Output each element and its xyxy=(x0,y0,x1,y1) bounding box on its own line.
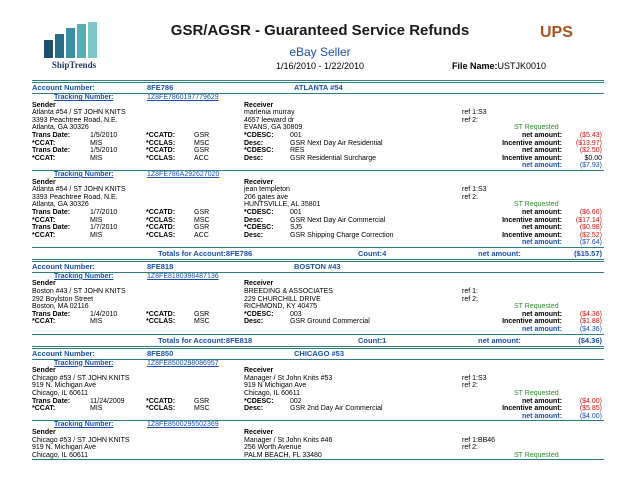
trans-date: 1/5/2010 xyxy=(90,147,118,155)
total-net-value: ($4.36) xyxy=(578,335,602,345)
sender-line: 292 Boylston Street xyxy=(32,295,94,303)
cclas-value: MSC xyxy=(194,216,210,224)
ccat-label: *CCAT: xyxy=(32,318,56,326)
sender-line: Atlanta #54 / ST JOHN KNITS xyxy=(32,186,126,194)
ccatd-value: GSR xyxy=(194,147,210,155)
charge-row xyxy=(32,217,604,225)
receiver-line: EVANS, GA 30809 xyxy=(244,124,303,132)
address-row xyxy=(32,444,604,452)
cdesc-value: SJ5 xyxy=(290,224,303,232)
cclas-label: *CCLAS: xyxy=(146,139,176,147)
cdesc-label: *CDESC: xyxy=(244,208,274,216)
ccatd-value: GSR xyxy=(194,131,210,139)
desc-label: Desc: xyxy=(244,318,264,326)
charge-description: GSR Shipping Charge Correction xyxy=(290,231,394,239)
address-row xyxy=(32,382,604,390)
tracking-row xyxy=(32,273,604,281)
ccat-label: *CCAT: xyxy=(32,139,56,147)
shiptrends-logo xyxy=(38,22,110,74)
account-label: Account Number: xyxy=(32,83,95,92)
net-amount-label: net amount: xyxy=(521,239,562,247)
total-count: Count:4 xyxy=(358,248,387,258)
trans-date-label: Trans Date: xyxy=(32,310,71,318)
address-row xyxy=(32,303,604,311)
tracking-label: Tracking Number: xyxy=(54,421,114,429)
desc-label: Desc: xyxy=(244,231,264,239)
desc-label: Desc: xyxy=(244,405,264,413)
st-requested: ST Requested xyxy=(514,124,559,132)
tracking-number: 1Z8FE7860197779629 xyxy=(147,94,219,101)
trans-date: 11/24/2009 xyxy=(90,397,125,405)
cdesc-label: *CDESC: xyxy=(244,131,274,139)
ccatd-value: GSR xyxy=(194,310,210,318)
amount-value: ($13.97) xyxy=(575,139,602,147)
cclas-label: *CCLAS: xyxy=(146,154,176,162)
receiver-line: HUNTSVILLE, AL 35801 xyxy=(244,201,321,209)
account-number: 8FE850 xyxy=(147,348,174,358)
amount-label: net amount: xyxy=(521,131,562,139)
cdesc-value: 002 xyxy=(290,397,302,405)
tracking-label: Tracking Number: xyxy=(54,359,114,367)
trans-date: 1/4/2010 xyxy=(90,310,118,318)
st-requested: ST Requested xyxy=(514,303,559,311)
shipment-net-row xyxy=(32,413,604,421)
ref2: ref 2: xyxy=(462,295,478,303)
cdesc-value: 003 xyxy=(290,310,302,318)
amount-value: ($2.52) xyxy=(579,231,602,239)
cclas-value: MSC xyxy=(194,139,210,147)
report-body xyxy=(32,80,604,460)
amount-label: Incentive amount: xyxy=(502,154,562,162)
cdesc-label: *CDESC: xyxy=(244,224,274,232)
sender-line: Atlanta, GA 30326 xyxy=(32,124,89,132)
charge-row xyxy=(32,405,604,413)
trans-date: 1/7/2010 xyxy=(90,208,118,216)
receiver-line: 256 Worth Avenue xyxy=(244,444,302,452)
cclas-value: MSC xyxy=(194,405,210,413)
trans-date-label: Trans Date: xyxy=(32,397,71,405)
charge-row xyxy=(32,155,604,163)
sender-label: Sender xyxy=(32,367,56,375)
ccat-value: MIS xyxy=(90,318,103,326)
amount-label: Incentive amount: xyxy=(502,318,562,326)
amount-value: ($5.85) xyxy=(579,405,602,413)
address-row xyxy=(32,390,604,398)
net-amount-value: ($7.64) xyxy=(579,239,602,247)
tracking-row xyxy=(32,421,604,429)
net-amount-label: net amount: xyxy=(521,412,562,420)
charge-description: GSR Next Day Air Commercial xyxy=(290,216,386,224)
amount-label: net amount: xyxy=(521,147,562,155)
logo-bars-icon xyxy=(42,22,102,58)
amount-value: ($4.36) xyxy=(579,310,602,318)
charge-row xyxy=(32,209,604,217)
receiver-line: 4657 leeward dr xyxy=(244,116,295,124)
carrier-name: UPS xyxy=(540,24,573,41)
date-range: 1/16/2010 - 1/22/2010 xyxy=(275,61,365,71)
cclas-label: *CCLAS: xyxy=(146,318,176,326)
file-name xyxy=(452,61,546,71)
tracking-row xyxy=(32,171,604,179)
charge-row xyxy=(32,398,604,406)
charge-row xyxy=(32,140,604,148)
net-amount-value: ($4.00) xyxy=(579,412,602,420)
sender-line: 3393 Peachtree Road, N.E. xyxy=(32,193,118,201)
tracking-number: 1Z8FE8500295502369 xyxy=(147,421,219,429)
ccatd-label: *CCATD: xyxy=(146,147,176,155)
total-net-value: ($15.57) xyxy=(574,248,602,258)
cclas-label: *CCLAS: xyxy=(146,216,176,224)
sender-line: Chicago, IL 60611 xyxy=(32,451,89,459)
account-header xyxy=(32,262,604,272)
receiver-line: BREEDING & ASSOCIATES xyxy=(244,288,333,296)
party-header-row xyxy=(32,179,604,187)
tracking-row xyxy=(32,360,604,368)
ref1: ref 1: xyxy=(462,288,478,296)
cclas-value: ACC xyxy=(194,154,209,162)
shipment-net-row xyxy=(32,162,604,170)
account-total-row xyxy=(32,248,604,259)
charge-row xyxy=(32,318,604,326)
receiver-label: Receiver xyxy=(244,367,274,375)
ccat-value: MIS xyxy=(90,405,103,413)
receiver-line: Chicago, IL 60611 xyxy=(244,390,301,397)
sender-label: Sender xyxy=(32,428,56,436)
amount-label: net amount: xyxy=(521,397,562,405)
ccat-value: MIS xyxy=(90,216,103,224)
ccatd-label: *CCATD: xyxy=(146,310,176,318)
address-row xyxy=(32,194,604,202)
account-name: CHICAGO #53 xyxy=(294,348,345,358)
cclas-value: MSC xyxy=(194,318,210,326)
cdesc-label: *CDESC: xyxy=(244,147,274,155)
cdesc-value: 001 xyxy=(290,208,302,216)
ccat-value: MIS xyxy=(90,154,103,162)
trans-date: 1/5/2010 xyxy=(90,131,118,139)
st-requested: ST Requested xyxy=(514,201,559,209)
ccat-label: *CCAT: xyxy=(32,216,56,224)
ccat-label: *CCAT: xyxy=(32,231,56,239)
receiver-line: Manager / St John Knits #46 xyxy=(244,436,333,444)
charge-row xyxy=(32,132,604,140)
file-name-label: File Name: xyxy=(452,61,498,71)
tracking-number: 1Z8FE786A292627020 xyxy=(147,170,220,178)
amount-value: ($0.98) xyxy=(579,224,602,232)
desc-label: Desc: xyxy=(244,216,264,224)
party-header-row xyxy=(32,280,604,288)
account-header xyxy=(32,83,604,93)
sender-line: 919 N. Michigan Ave xyxy=(32,382,97,390)
address-row xyxy=(32,201,604,209)
amount-value: ($1.88) xyxy=(579,318,602,326)
amount-value: ($5.43) xyxy=(579,131,602,139)
amount-value: ($6.66) xyxy=(579,208,602,216)
tracking-label: Tracking Number: xyxy=(54,170,114,178)
address-row xyxy=(32,117,604,125)
ref2: ref 2: xyxy=(462,382,478,390)
sender-label: Sender xyxy=(32,280,56,288)
receiver-label: Receiver xyxy=(244,178,274,186)
amount-value: ($17.14) xyxy=(575,216,602,224)
ccatd-value: GSR xyxy=(194,224,210,232)
st-requested: ST Requested xyxy=(514,390,559,397)
charge-row xyxy=(32,311,604,319)
cdesc-value: 001 xyxy=(290,131,302,139)
report-subtitle: eBay Seller xyxy=(289,45,351,59)
address-row xyxy=(32,186,604,194)
tracking-label: Tracking Number: xyxy=(54,94,114,101)
shipment-net-row xyxy=(32,326,604,334)
cdesc-label: *CDESC: xyxy=(244,397,274,405)
sender-label: Sender xyxy=(32,178,56,186)
sender-label: Sender xyxy=(32,101,56,109)
totals-label: Totals for Account:8FE786 xyxy=(158,248,253,258)
cclas-value: ACC xyxy=(194,231,209,239)
receiver-line: PALM BEACH, FL 33480 xyxy=(244,451,322,459)
receiver-line: marlenia murray xyxy=(244,109,295,117)
receiver-line: Manager / St John Knits #53 xyxy=(244,374,333,382)
sender-line: 3393 Peachtree Road, N.E. xyxy=(32,116,118,124)
net-amount-value: ($4.36) xyxy=(579,326,602,334)
receiver-line: 919 N Michigan Ave xyxy=(244,382,307,390)
amount-label: net amount: xyxy=(521,224,562,232)
receiver-line: RICHMOND, KY 40475 xyxy=(244,303,318,311)
party-header-row xyxy=(32,429,604,437)
amount-label: Incentive amount: xyxy=(502,405,562,413)
amount-label: Incentive amount: xyxy=(502,139,562,147)
ccat-label: *CCAT: xyxy=(32,405,56,413)
ccatd-value: GSR xyxy=(194,208,210,216)
charge-description: GSR Ground Commercial xyxy=(290,318,370,326)
ref1: ref 1:S3 xyxy=(462,109,487,117)
charge-description: GSR Next Day Air Residential xyxy=(290,139,383,147)
address-row xyxy=(32,296,604,304)
charge-row xyxy=(32,224,604,232)
net-amount-label: net amount: xyxy=(521,326,562,334)
tracking-row xyxy=(32,94,604,102)
party-header-row xyxy=(32,367,604,375)
ccatd-label: *CCATD: xyxy=(146,131,176,139)
total-net-label: net amount: xyxy=(478,335,521,345)
amount-value: ($2.50) xyxy=(579,147,602,155)
tracking-label: Tracking Number: xyxy=(54,272,114,280)
ccat-value: MIS xyxy=(90,231,103,239)
receiver-label: Receiver xyxy=(244,428,274,436)
sender-line: 919 N. Michigan Ave xyxy=(32,444,97,452)
receiver-line: 206 gates ave xyxy=(244,193,288,201)
ref2: ref 2: xyxy=(462,444,478,452)
ref1: ref 1:S3 xyxy=(462,186,487,194)
address-row xyxy=(32,437,604,445)
trans-date-label: Trans Date: xyxy=(32,224,71,232)
cclas-label: *CCLAS: xyxy=(146,405,176,413)
cdesc-label: *CDESC: xyxy=(244,310,274,318)
trans-date: 1/7/2010 xyxy=(90,224,118,232)
receiver-label: Receiver xyxy=(244,280,274,288)
ref1: ref 1:S3 xyxy=(462,374,487,382)
net-amount-value: ($7.93) xyxy=(579,162,602,170)
file-name-value: USTJK0010 xyxy=(497,61,547,71)
address-row xyxy=(32,124,604,132)
sender-line: Atlanta, GA 30326 xyxy=(32,201,89,209)
address-row xyxy=(32,452,604,460)
account-header xyxy=(32,349,604,359)
party-header-row xyxy=(32,102,604,110)
sender-line: Chicago, IL 60611 xyxy=(32,390,89,397)
sender-line: Atlanta #54 / ST JOHN KNITS xyxy=(32,109,126,117)
report-title: GSR/AGSR - Guaranteed Service Refunds xyxy=(170,22,470,39)
ccatd-label: *CCATD: xyxy=(146,208,176,216)
sender-line: Chicago #53 / ST JOHN KNITS xyxy=(32,374,130,382)
trans-date-label: Trans Date: xyxy=(32,147,71,155)
ccatd-value: GSR xyxy=(194,397,210,405)
trans-date-label: Trans Date: xyxy=(32,131,71,139)
address-row xyxy=(32,375,604,383)
charge-description: GSR Residential Surcharge xyxy=(290,154,376,162)
charge-row xyxy=(32,147,604,155)
cclas-label: *CCLAS: xyxy=(146,231,176,239)
amount-label: Incentive amount: xyxy=(502,231,562,239)
charge-row xyxy=(32,232,604,240)
cdesc-value: RES xyxy=(290,147,305,155)
account-name: BOSTON #43 xyxy=(294,261,341,271)
address-row xyxy=(32,109,604,117)
amount-label: net amount: xyxy=(521,310,562,318)
sender-line: Boston #43 / ST JOHN KNITS xyxy=(32,288,126,296)
sender-line: Chicago #53 / ST JOHN KNITS xyxy=(32,436,130,444)
sender-line: Boston, MA 02116 xyxy=(32,303,89,311)
address-row xyxy=(32,288,604,296)
totals-label: Totals for Account:8FE818 xyxy=(158,335,253,345)
account-number: 8FE818 xyxy=(147,261,174,271)
trans-date-label: Trans Date: xyxy=(32,208,71,216)
ccat-label: *CCAT: xyxy=(32,154,56,162)
amount-label: Incentive amount: xyxy=(502,216,562,224)
receiver-label: Receiver xyxy=(244,101,274,109)
tracking-number: 1Z8FE8180398487136 xyxy=(147,272,219,280)
amount-value: $0.00 xyxy=(584,154,602,162)
shipment-net-row xyxy=(32,239,604,247)
receiver-line: jean templeton xyxy=(244,186,290,194)
ref2: ref 2: xyxy=(462,193,478,201)
account-name: ATLANTA #54 xyxy=(294,83,343,92)
account-label: Account Number: xyxy=(32,348,95,358)
amount-label: net amount: xyxy=(521,208,562,216)
ref2: ref 2: xyxy=(462,116,478,124)
desc-label: Desc: xyxy=(244,154,264,162)
receiver-line: 229 CHURCHILL DRIVE xyxy=(244,295,321,303)
logo-brand-text: ShipTrends xyxy=(51,60,97,70)
account-total-row xyxy=(32,335,604,346)
account-label: Account Number: xyxy=(32,261,95,271)
net-amount-label: net amount: xyxy=(521,162,562,170)
ccat-value: MIS xyxy=(90,139,103,147)
total-net-label: net amount: xyxy=(478,248,521,258)
desc-label: Desc: xyxy=(244,139,264,147)
divider xyxy=(32,459,604,460)
st-requested: ST Requested xyxy=(514,451,559,459)
tracking-number: 1Z8FE8500298086957 xyxy=(147,359,219,367)
ref1: ref 1:BB46 xyxy=(462,436,496,444)
ccatd-label: *CCATD: xyxy=(146,397,176,405)
ccatd-label: *CCATD: xyxy=(146,224,176,232)
account-number: 8FE786 xyxy=(147,83,174,92)
charge-description: GSR 2nd Day Air Commercial xyxy=(290,405,383,413)
amount-value: ($4.00) xyxy=(579,397,602,405)
total-count: Count:1 xyxy=(358,335,387,345)
